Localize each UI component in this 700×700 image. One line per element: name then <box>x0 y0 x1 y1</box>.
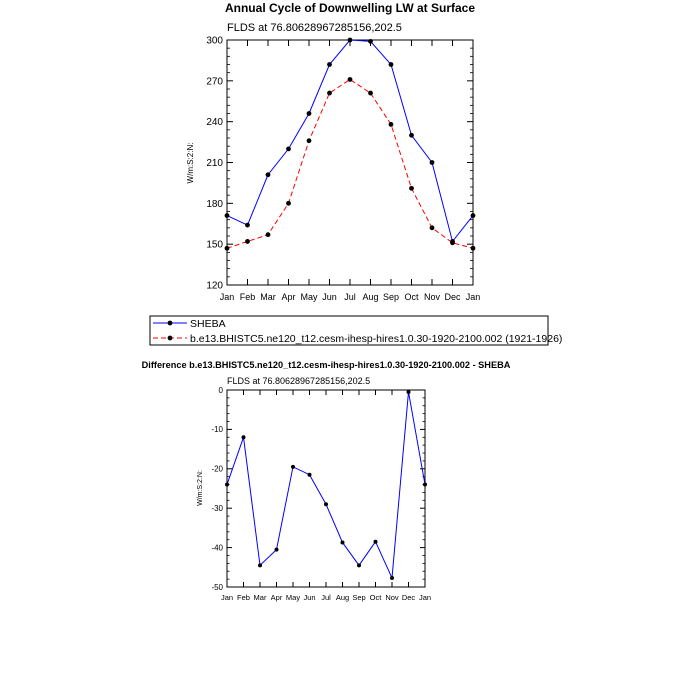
y-tick-label: -30 <box>211 504 223 513</box>
y-tick-label: -20 <box>211 464 223 474</box>
series-line-1 <box>227 79 473 248</box>
y-tick-label: 120 <box>206 280 223 292</box>
data-point <box>409 186 414 191</box>
data-point <box>471 246 476 251</box>
legend-label-sheba: SHEBA <box>190 318 226 330</box>
data-point <box>225 246 230 251</box>
data-point <box>308 473 312 477</box>
x-tick-label: May <box>285 593 301 602</box>
data-point <box>348 77 353 82</box>
data-point <box>341 540 345 544</box>
x-tick-label: Feb <box>239 292 256 302</box>
chart2-subtitle: FLDS at 76.80628967285156,202.5 <box>227 376 371 386</box>
x-tick-label: Sep <box>352 593 366 602</box>
data-point <box>450 240 455 245</box>
y-tick-label: 210 <box>206 158 223 169</box>
data-point <box>409 133 414 138</box>
data-point <box>430 225 435 230</box>
data-point <box>327 62 332 67</box>
x-tick-label: Jun <box>322 292 337 302</box>
x-tick-label: Oct <box>404 292 419 302</box>
data-point <box>368 91 373 96</box>
series-line-0 <box>227 40 473 241</box>
data-point <box>348 38 353 43</box>
x-tick-label: May <box>300 292 318 302</box>
y-tick-label: -40 <box>211 543 223 553</box>
data-point <box>357 563 361 567</box>
x-tick-label: Jun <box>303 593 316 602</box>
x-tick-label: Sep <box>382 292 400 302</box>
y-tick-label: -10 <box>211 425 223 435</box>
data-point <box>423 483 427 487</box>
x-tick-label: Nov <box>385 593 399 602</box>
data-point <box>390 576 394 580</box>
data-point <box>266 232 271 237</box>
data-point <box>291 465 295 469</box>
x-tick-label: Feb <box>237 593 250 602</box>
data-point <box>389 62 394 67</box>
data-point <box>389 122 394 127</box>
chart2-series <box>225 390 427 580</box>
chart2-plot-frame <box>227 390 425 587</box>
series-line-0 <box>227 392 425 578</box>
data-point <box>225 483 229 487</box>
chart1-series <box>225 38 476 251</box>
data-point <box>374 540 378 544</box>
chart1-plot-frame <box>227 40 473 285</box>
x-tick-label: Apr <box>281 292 296 302</box>
legend-label-model: b.e13.BHISTC5.ne120_t12.cesm-ihesp-hires1.0.30-1920-2100.002 (1921-1926) <box>190 333 563 345</box>
y-tick-label: -50 <box>211 582 223 592</box>
chart1-ticks <box>206 36 480 303</box>
legend-marker-model <box>168 336 173 341</box>
data-point <box>430 160 435 165</box>
chart1-subtitle: FLDS at 76.80628967285156,202.5 <box>227 22 402 34</box>
data-point <box>327 91 332 96</box>
chart2-title: Difference b.e13.BHISTC5.ne120_t12.cesm-ihesp-hires1.0.30-1920-2100.002 - SHEBA <box>141 360 511 370</box>
data-point <box>245 239 250 244</box>
chart1-title: Annual Cycle of Downwelling LW at Surface <box>224 1 476 15</box>
data-point <box>324 502 328 506</box>
chart1-y-axis-label: W/m:S:2:N: <box>186 142 195 184</box>
x-tick-label: Aug <box>335 593 350 602</box>
x-tick-label: Apr <box>270 593 283 602</box>
x-tick-label: Nov <box>423 292 441 302</box>
data-point <box>225 213 230 218</box>
data-point <box>275 548 279 552</box>
data-point <box>307 138 312 143</box>
x-tick-label: Dec <box>401 593 416 602</box>
chart2-y-axis-label: W/m:S:2:N: <box>197 470 204 506</box>
chart2-ticks <box>211 386 431 602</box>
data-point <box>307 111 312 116</box>
y-tick-label: 300 <box>206 35 223 47</box>
y-tick-label: 180 <box>206 198 223 210</box>
x-tick-label: Jul <box>321 593 331 602</box>
x-tick-label: Jan <box>220 593 234 602</box>
data-point <box>368 39 373 44</box>
y-tick-label: 270 <box>206 76 223 88</box>
data-point <box>286 201 291 206</box>
y-tick-label: 150 <box>206 239 223 251</box>
data-point <box>242 435 246 439</box>
x-tick-label: Jul <box>344 292 356 302</box>
x-tick-label: Jan <box>219 292 235 302</box>
data-point <box>266 172 271 177</box>
y-tick-label: 240 <box>206 117 223 129</box>
x-tick-label: Jan <box>418 593 432 602</box>
data-point <box>407 390 411 394</box>
legend-marker-sheba <box>168 321 173 326</box>
x-tick-label: Oct <box>369 593 382 602</box>
x-tick-label: Mar <box>260 292 276 302</box>
data-point <box>245 223 250 228</box>
x-tick-label: Aug <box>362 292 379 302</box>
x-tick-label: Dec <box>444 292 461 302</box>
x-tick-label: Jan <box>465 292 481 302</box>
data-point <box>471 213 476 218</box>
y-tick-label: 0 <box>218 385 223 395</box>
data-point <box>258 563 262 567</box>
data-point <box>286 146 291 151</box>
x-tick-label: Mar <box>253 593 267 602</box>
